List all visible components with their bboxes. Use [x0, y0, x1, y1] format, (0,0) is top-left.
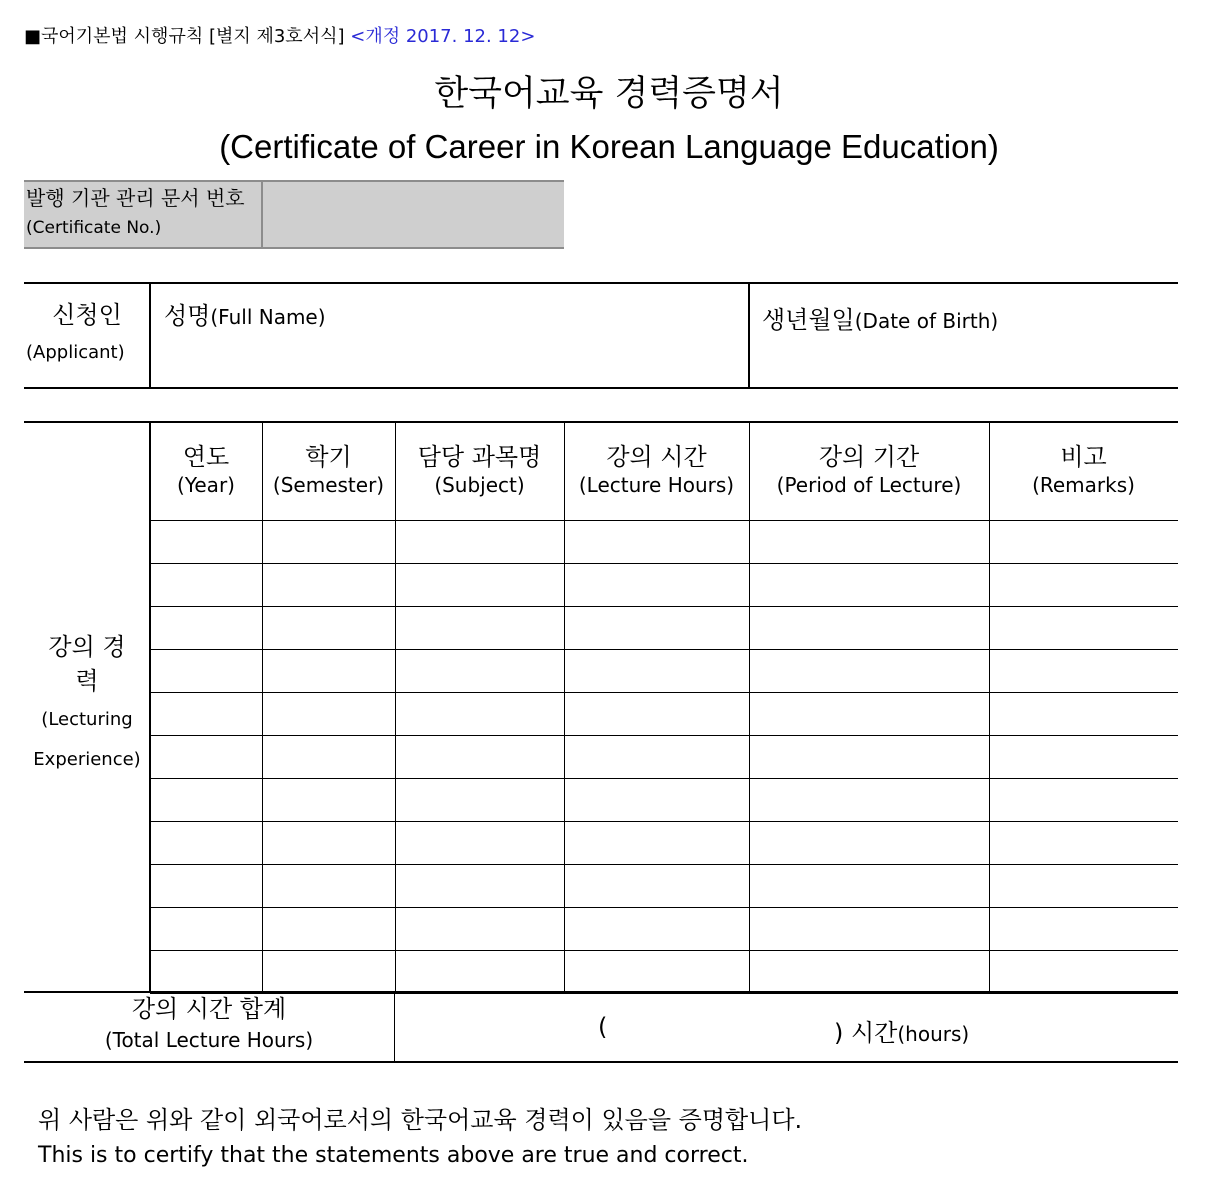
table-cell[interactable] — [566, 694, 747, 733]
table-cell[interactable] — [991, 737, 1176, 776]
table-cell[interactable] — [566, 522, 747, 561]
applicant-label-en: (Applicant) — [26, 342, 125, 363]
lecturing-experience-label-ko-1: 강의 경 — [48, 633, 126, 661]
table-cell[interactable] — [991, 866, 1176, 905]
date-of-birth-label-ko: 생년월일 — [762, 306, 855, 334]
row-divider — [150, 649, 1178, 650]
table-cell[interactable] — [751, 694, 987, 733]
table-cell[interactable] — [397, 522, 562, 561]
total-hours-unit — [834, 1013, 969, 1048]
table-cell[interactable] — [397, 737, 562, 776]
applicant-top-border — [24, 282, 1178, 284]
column-header — [395, 442, 564, 498]
table-cell[interactable] — [751, 651, 987, 690]
column-header-en: (Lecture Hours) — [578, 473, 735, 497]
table-cell[interactable] — [566, 608, 747, 647]
column-header-ko: 강의 기간 — [818, 443, 920, 471]
table-cell[interactable] — [152, 780, 260, 819]
row-divider — [150, 692, 1178, 693]
table-cell[interactable] — [566, 866, 747, 905]
table-cell[interactable] — [397, 565, 562, 604]
column-header-ko: 담당 과목명 — [417, 443, 542, 471]
column-header — [989, 442, 1178, 498]
table-cell[interactable] — [152, 522, 260, 561]
date-of-birth-label — [762, 300, 998, 335]
table-cell[interactable] — [566, 952, 747, 991]
table-cell[interactable] — [751, 522, 987, 561]
certification-statement-ko: 위 사람은 위와 같이 외국어로서의 한국어교육 경력이 있음을 증명합니다. — [38, 1106, 803, 1134]
table-cell[interactable] — [264, 608, 393, 647]
applicant-bottom-border — [24, 387, 1178, 389]
table-cell[interactable] — [751, 866, 987, 905]
total-lecture-hours-label — [24, 994, 394, 1056]
table-cell[interactable] — [566, 651, 747, 690]
applicant-label-ko: 신청인 — [52, 301, 122, 329]
table-cell[interactable] — [397, 780, 562, 819]
table-cell[interactable] — [264, 565, 393, 604]
full-name-field[interactable] — [152, 330, 744, 384]
total-divider — [394, 992, 395, 1062]
table-cell[interactable] — [566, 780, 747, 819]
table-cell[interactable] — [397, 694, 562, 733]
table-cell[interactable] — [264, 694, 393, 733]
column-header-ko: 학기 — [305, 443, 352, 471]
lecturing-experience-label-ko-2: 력 — [75, 667, 99, 695]
table-cell[interactable] — [264, 522, 393, 561]
experience-top-border — [24, 421, 1178, 423]
row-divider — [150, 864, 1178, 865]
applicant-dob-divider — [748, 283, 750, 388]
table-cell[interactable] — [264, 909, 393, 948]
total-top-border — [24, 991, 1178, 993]
lecturing-experience-label-en-1: (Lecturing — [41, 709, 133, 730]
table-cell[interactable] — [751, 909, 987, 948]
table-cell[interactable] — [751, 952, 987, 991]
form-reference-text: ■국어기본법 시행규칙 [별지 제3호서식] — [24, 26, 345, 47]
total-lecture-hours-label-ko: 강의 시간 합계 — [131, 995, 287, 1023]
table-cell[interactable] — [751, 737, 987, 776]
table-cell[interactable] — [751, 608, 987, 647]
lecturing-experience-label-en-2: Experience) — [33, 749, 141, 770]
column-header-en: (Subject) — [434, 473, 525, 497]
full-name-label — [164, 296, 326, 331]
table-cell[interactable] — [566, 909, 747, 948]
row-divider — [150, 907, 1178, 908]
applicant-label — [24, 298, 150, 366]
column-header-ko: 비고 — [1060, 443, 1107, 471]
column-header — [749, 442, 989, 498]
row-divider — [150, 778, 1178, 779]
table-cell[interactable] — [397, 909, 562, 948]
table-cell[interactable] — [566, 565, 747, 604]
table-cell[interactable] — [152, 866, 260, 905]
column-header-en: (Year) — [177, 473, 235, 497]
column-header — [150, 442, 262, 498]
table-cell[interactable] — [566, 737, 747, 776]
row-divider — [150, 950, 1178, 951]
table-cell[interactable] — [991, 823, 1176, 862]
date-of-birth-field[interactable] — [752, 334, 1176, 384]
table-cell[interactable] — [991, 608, 1176, 647]
title-korean: 한국어교육 경력증명서 — [434, 74, 784, 114]
table-cell[interactable] — [152, 608, 260, 647]
table-cell[interactable] — [566, 823, 747, 862]
table-cell[interactable] — [152, 952, 260, 991]
column-header-ko: 강의 시간 — [606, 443, 707, 471]
certificate-number-divider — [261, 182, 263, 247]
form-reference — [24, 22, 535, 48]
total-hours-unit-en: (hours) — [897, 1022, 970, 1046]
certificate-number-field[interactable] — [264, 182, 562, 247]
table-cell[interactable] — [991, 651, 1176, 690]
row-divider — [150, 563, 1178, 564]
certificate-number-box — [24, 180, 564, 249]
column-header-en: (Remarks) — [1032, 473, 1135, 497]
table-cell[interactable] — [397, 823, 562, 862]
table-cell[interactable] — [991, 694, 1176, 733]
total-lecture-hours-label-en: (Total Lecture Hours) — [104, 1028, 314, 1052]
revision-date: <개정 2017. 12. 12> — [350, 26, 536, 47]
title-english: (Certificate of Career in Korean Language Education) — [219, 128, 999, 165]
table-cell[interactable] — [991, 565, 1176, 604]
full-name-label-ko: 성명 — [164, 302, 211, 330]
column-header — [564, 442, 749, 498]
total-hours-unit-ko: ) 시간 — [834, 1019, 898, 1047]
certificate-number-label-ko: 발행 기관 관리 문서 번호 — [26, 186, 245, 210]
table-cell[interactable] — [751, 780, 987, 819]
table-cell[interactable] — [264, 780, 393, 819]
table-cell[interactable] — [152, 823, 260, 862]
table-cell[interactable] — [751, 565, 987, 604]
total-hours-field[interactable] — [612, 1006, 830, 1052]
table-cell[interactable] — [264, 651, 393, 690]
row-divider — [150, 520, 1178, 521]
row-divider — [150, 606, 1178, 607]
table-cell[interactable] — [152, 737, 260, 776]
total-bottom-border — [24, 1061, 1178, 1063]
table-cell[interactable] — [152, 565, 260, 604]
lecturing-experience-label — [24, 630, 150, 780]
table-cell[interactable] — [991, 952, 1176, 991]
table-cell[interactable] — [397, 651, 562, 690]
table-cell[interactable] — [152, 909, 260, 948]
table-cell[interactable] — [397, 866, 562, 905]
table-cell[interactable] — [264, 823, 393, 862]
column-header — [262, 442, 395, 498]
full-name-label-en: (Full Name) — [210, 305, 326, 329]
table-cell[interactable] — [264, 866, 393, 905]
table-cell[interactable] — [397, 608, 562, 647]
row-divider — [150, 735, 1178, 736]
certification-statement-en: This is to certify that the statements above are true and correct. — [38, 1143, 749, 1168]
table-cell[interactable] — [397, 952, 562, 991]
table-cell[interactable] — [152, 694, 260, 733]
table-cell[interactable] — [751, 823, 987, 862]
column-header-en: (Period of Lecture) — [776, 473, 962, 497]
column-header-en: (Semester) — [272, 473, 385, 497]
table-cell[interactable] — [264, 952, 393, 991]
row-divider — [150, 821, 1178, 822]
table-cell[interactable] — [991, 780, 1176, 819]
table-cell[interactable] — [991, 522, 1176, 561]
certificate-number-label — [26, 184, 245, 242]
table-cell[interactable] — [991, 909, 1176, 948]
column-header-ko: 연도 — [182, 443, 230, 471]
table-cell[interactable] — [264, 737, 393, 776]
total-open-paren: ( — [598, 1013, 608, 1041]
certificate-number-label-en: (Certificate No.) — [26, 218, 162, 238]
table-cell[interactable] — [152, 651, 260, 690]
date-of-birth-label-en: (Date of Birth) — [854, 309, 999, 333]
